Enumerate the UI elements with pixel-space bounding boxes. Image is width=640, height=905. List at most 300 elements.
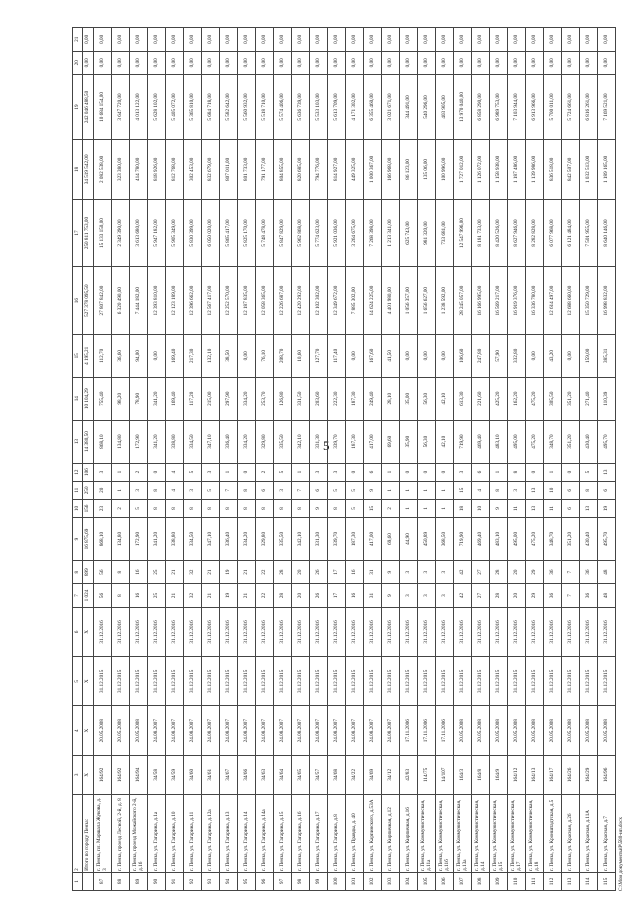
table-row xyxy=(256,28,274,891)
table-cell: 20.05.2008 xyxy=(562,706,580,755)
table-cell: 1 xyxy=(292,463,310,481)
table-cell: г. Пенза, ул. Коммунистическая, д.17 xyxy=(508,794,526,872)
table-cell: 5 847 829,00 xyxy=(274,199,292,267)
table-cell: 36 xyxy=(580,560,598,583)
table-cell: 1 056 357,00 xyxy=(400,267,418,335)
table-cell: г. Пенза, ул. Коммунистическая, д.11б xyxy=(436,794,454,872)
table-cell: 0,00 xyxy=(580,51,598,74)
table-cell: 164/29 xyxy=(580,755,598,794)
table-cell: 208,70 xyxy=(274,334,292,377)
table-row xyxy=(220,28,238,891)
table-cell: 7 103 944,00 xyxy=(508,74,526,139)
table-cell: 2 xyxy=(382,499,400,517)
table-cell: 56,30 xyxy=(418,420,436,463)
table-cell: 20 xyxy=(292,584,310,607)
table-cell: 0,00 xyxy=(83,51,94,74)
table-cell: 28 xyxy=(274,560,292,583)
table-cell: 24.08.2007 xyxy=(292,706,310,755)
table-cell: 719,90 xyxy=(454,518,472,561)
table-cell: 0,00 xyxy=(562,28,580,52)
table-cell: 94 xyxy=(220,872,238,890)
table-cell: 21 xyxy=(238,584,256,607)
table-cell: 0,00 xyxy=(256,28,274,52)
table-cell: 0 xyxy=(562,463,580,481)
table-cell: 842 507,00 xyxy=(562,139,580,199)
table-cell: 34/67 xyxy=(220,755,238,794)
table-cell: 12 226 687,00 xyxy=(274,267,292,335)
table-cell: 13 970 040,00 xyxy=(454,74,472,139)
table-cell: 814 927,00 xyxy=(328,139,346,199)
table-cell: 8 xyxy=(292,499,310,517)
table-row xyxy=(130,28,148,891)
table-cell: 31.12.2015 xyxy=(490,657,508,706)
table-cell: 0 xyxy=(526,463,544,481)
table-cell: 31.12.2015 xyxy=(292,657,310,706)
table-cell: 0,00 xyxy=(436,334,454,377)
table-cell: 102 xyxy=(364,872,382,890)
table-cell: 42,10 xyxy=(436,377,454,420)
table-cell: 8 640 146,00 xyxy=(598,199,616,267)
table-cell: 1 xyxy=(73,872,83,890)
table-cell: 0,00 xyxy=(400,28,418,52)
table-cell: 0,00 xyxy=(274,28,292,52)
table-cell: 187,30 xyxy=(346,420,364,463)
table-cell: 42 xyxy=(454,584,472,607)
table-cell: 323 380,00 xyxy=(112,139,130,199)
table-cell: 31.12.2015 xyxy=(94,657,112,706)
table-cell: 20.05.2008 xyxy=(544,706,562,755)
table-cell: 215,00 xyxy=(202,377,220,420)
table-cell: 172,90 xyxy=(130,518,148,561)
table-cell: 28 xyxy=(274,584,292,607)
table-cell: 8 xyxy=(274,499,292,517)
table-cell: 719,90 xyxy=(454,420,472,463)
table-row xyxy=(544,28,562,891)
table-cell: 868,10 xyxy=(94,518,112,561)
table-cell: 791 177,00 xyxy=(256,139,274,199)
table-cell: 3 xyxy=(274,481,292,499)
table-cell: 0,00 xyxy=(238,51,256,74)
table-cell: 8 627 946,00 xyxy=(508,199,526,267)
table-cell: 31.12.2016 xyxy=(598,607,616,656)
table-cell: 17 xyxy=(328,584,346,607)
table-cell: 31.12.2016 xyxy=(580,607,598,656)
table-cell: 34/69 xyxy=(364,755,382,794)
table-cell: 31.12.2015 xyxy=(346,657,364,706)
table-cell: 6 816 261,00 xyxy=(580,74,598,139)
table-cell: г. Пенза, ул. Кронштадтская, д.5 xyxy=(544,794,562,872)
table-cell: 981 320,00 xyxy=(418,199,436,267)
table-cell: 1 139 986,00 xyxy=(526,139,544,199)
table-cell: 6 xyxy=(472,463,490,481)
table-cell: 12 058 365,00 xyxy=(256,267,274,335)
table-cell: 0,00 xyxy=(580,28,598,52)
table-cell: 18 xyxy=(454,499,472,517)
table-cell: 95 xyxy=(238,872,256,890)
table-cell: 0,00 xyxy=(454,28,472,52)
table-cell: 126,80 xyxy=(274,377,292,420)
table-cell: 250 xyxy=(83,481,94,499)
table-cell: 250 811 753,00 xyxy=(83,199,94,267)
table-cell: 31.12.2015 xyxy=(238,657,256,706)
table-cell: 13 xyxy=(580,499,598,517)
table-cell: X xyxy=(83,657,94,706)
table-cell: 4 171 302,00 xyxy=(346,74,364,139)
table-cell: 5 865 417,00 xyxy=(220,199,238,267)
table-cell: 347,10 xyxy=(202,420,220,463)
table-cell: 7 xyxy=(562,560,580,583)
table-cell: 110,39 xyxy=(598,377,616,420)
table-cell: 38,50 xyxy=(220,334,238,377)
table-cell: 0,00 xyxy=(238,28,256,52)
table-cell: 24.08.2007 xyxy=(364,706,382,755)
table-cell: 0,00 xyxy=(94,51,112,74)
table-cell: X xyxy=(83,755,94,794)
table-cell: 31.12.2015 xyxy=(184,657,202,706)
table-cell: 36 xyxy=(544,584,562,607)
table-cell: 217,30 xyxy=(184,334,202,377)
table-cell: г. Пенза, ул. Кирпичная, д.12 xyxy=(382,794,400,872)
table-cell: 8 xyxy=(112,584,130,607)
table-cell: 807 011,00 xyxy=(220,139,238,199)
table-cell: 12 614 497,00 xyxy=(544,267,562,335)
table-cell: 31.12.2016 xyxy=(148,607,166,656)
table-cell: 69,60 xyxy=(382,420,400,463)
table-cell: 18 xyxy=(73,139,83,199)
table-cell: 613,30 xyxy=(454,377,472,420)
table-cell: 3 xyxy=(508,481,526,499)
table-cell: 5 748 478,00 xyxy=(256,199,274,267)
table-row xyxy=(472,28,490,891)
table-cell: 5 405 072,00 xyxy=(166,74,184,139)
table-cell: 26 xyxy=(310,584,328,607)
table-cell: 31.12.2016 xyxy=(202,607,220,656)
table-cell: 134,80 xyxy=(112,518,130,561)
table-cell: 23 xyxy=(94,499,112,517)
table-cell: 331,30 xyxy=(310,420,328,463)
table-cell: 31.12.2015 xyxy=(544,657,562,706)
table-cell: 0,00 xyxy=(346,28,364,52)
table-cell: 15 xyxy=(73,334,83,377)
table-cell: 5 574 406,00 xyxy=(274,74,292,139)
table-cell: 27 xyxy=(472,560,490,583)
table-cell: 0 xyxy=(400,463,418,481)
table-cell: 8 xyxy=(184,499,202,517)
table-cell: 5 830 399,00 xyxy=(184,199,202,267)
table-cell: г. Пенза, ул. Коммунистическая, д.15 xyxy=(490,794,508,872)
table-cell: 335,50 xyxy=(274,420,292,463)
table-cell: 112 xyxy=(544,872,562,890)
table-cell: 6 xyxy=(256,481,274,499)
table-cell: 0,00 xyxy=(364,51,382,74)
table-cell: 1 xyxy=(400,481,418,499)
table-cell: 89 xyxy=(130,872,148,890)
table-cell: 164/96 xyxy=(598,755,616,794)
table-cell: 2 xyxy=(130,463,148,481)
table-cell: 24.08.2007 xyxy=(220,706,238,755)
table-cell: 164/17 xyxy=(544,755,562,794)
table-cell: 34/64 xyxy=(274,755,292,794)
table-cell: 164/3 xyxy=(454,755,472,794)
table-cell: 6 121 484,00 xyxy=(562,199,580,267)
table-cell: 8 420 526,00 xyxy=(490,199,508,267)
table-cell: г. Пенза, ул. Гагарина, д.12а xyxy=(202,794,220,872)
table-cell: г. Пенза, проезд Можайского 2-й, д.16 xyxy=(130,794,148,872)
table-row xyxy=(598,28,616,891)
table-row xyxy=(94,28,112,891)
table-row xyxy=(580,28,598,891)
table-cell: 403 905,00 xyxy=(436,74,454,139)
table-cell: 0,00 xyxy=(166,28,184,52)
table-cell: 0,00 xyxy=(202,51,220,74)
table-cell: 17.11.2006 xyxy=(418,706,436,755)
table-cell: 16 xyxy=(73,267,83,335)
table-cell: 31.12.2016 xyxy=(112,607,130,656)
table-cell: 98,20 xyxy=(112,377,130,420)
table-cell: 3 613 680,00 xyxy=(130,199,148,267)
table-cell: 0,00 xyxy=(94,28,112,52)
table-cell: 5 xyxy=(346,481,364,499)
table-cell: 20 xyxy=(292,560,310,583)
table-cell: г. Пенза, ул. Красная, д.26 xyxy=(562,794,580,872)
table-cell: 31.12.2016 xyxy=(436,607,454,656)
table-cell: 351,20 xyxy=(562,518,580,561)
table-cell: 6 xyxy=(73,607,83,656)
table-cell: г. Пенза, ул. Гагарина, д.11 xyxy=(184,794,202,872)
table-cell: 430,40 xyxy=(580,420,598,463)
table-cell: 12 547 996,00 xyxy=(454,199,472,267)
table-cell: 5 xyxy=(274,463,292,481)
table-cell: 94,00 xyxy=(130,334,148,377)
table-cell: 93 xyxy=(202,872,220,890)
table-row xyxy=(292,28,310,891)
table-cell: 336,40 xyxy=(220,518,238,561)
table-cell: 12 393 810,00 xyxy=(148,267,166,335)
table-row xyxy=(310,28,328,891)
table-cell: 16 xyxy=(130,584,148,607)
table-cell: 0,00 xyxy=(346,51,364,74)
table-cell: 12 567 417,00 xyxy=(202,267,220,335)
table-cell: 34/60 xyxy=(184,755,202,794)
table-cell: 348,70 xyxy=(544,518,562,561)
table-cell: 187,30 xyxy=(346,377,364,420)
table-cell: 21 xyxy=(166,560,184,583)
table-cell: 0,00 xyxy=(490,28,508,52)
table-cell: г. Пенза, ул. Кирпичная, д.16 xyxy=(400,794,418,872)
table-cell: 16 xyxy=(130,560,148,583)
table-cell: 31.12.2015 xyxy=(328,657,346,706)
table-cell: 812 768,00 xyxy=(166,139,184,199)
table-cell: 801 733,00 xyxy=(238,139,256,199)
table-cell: 164/94 xyxy=(130,755,148,794)
table-row xyxy=(274,28,292,891)
rotated-sheet xyxy=(72,14,624,904)
table-cell: 98 xyxy=(292,872,310,890)
table-cell: 20.05.2008 xyxy=(508,706,526,755)
table-cell: 31.12.2016 xyxy=(508,607,526,656)
table-cell: 12 xyxy=(73,463,83,481)
table-cell: 164/92 xyxy=(112,755,130,794)
program-table xyxy=(72,27,616,891)
table-cell: 342,10 xyxy=(292,518,310,561)
table-cell: г. Пенза, проезд Лесной, 2-й, д. 8 xyxy=(112,794,130,872)
table-cell: 8 282 828,00 xyxy=(526,199,544,267)
table-cell: 31.12.2015 xyxy=(148,657,166,706)
table-cell: 105 xyxy=(418,872,436,890)
table-cell: 0,00 xyxy=(130,28,148,52)
table-cell: 24.08.2007 xyxy=(184,706,202,755)
table-cell: 41,50 xyxy=(382,334,400,377)
table-cell: 164/13 xyxy=(526,755,544,794)
table-cell: 0,00 xyxy=(544,28,562,52)
table-cell: 0,00 xyxy=(112,51,130,74)
table-cell: 271,40 xyxy=(580,377,598,420)
table-cell: 348,70 xyxy=(544,420,562,463)
table-cell: 164/9 xyxy=(490,755,508,794)
table-cell: 164/12 xyxy=(508,755,526,794)
file-path-footer: С:\Мои документы\Р\580-ип.docx xyxy=(618,816,624,891)
table-cell: г. Пенза, ул. Гагарина, д.15 xyxy=(274,794,292,872)
table-cell: 34/66 xyxy=(238,755,256,794)
table-cell: 107 xyxy=(454,872,472,890)
table-cell: 56,30 xyxy=(418,377,436,420)
table-row xyxy=(526,28,544,891)
table-cell: 159,00 xyxy=(580,334,598,377)
table-cell: 0,00 xyxy=(310,51,328,74)
table-cell: 1 656 627,00 xyxy=(418,267,436,335)
table-cell: 5 774 623,00 xyxy=(310,199,328,267)
table-cell: 21 xyxy=(238,560,256,583)
table-cell: 7 xyxy=(73,584,83,607)
table-cell: 31.12.2016 xyxy=(382,607,400,656)
table-cell: 8 xyxy=(580,481,598,499)
table-cell: 10 xyxy=(544,481,562,499)
table-cell: 11 xyxy=(544,499,562,517)
table-cell: 31.12.2016 xyxy=(418,607,436,656)
table-cell: 14 624 225,00 xyxy=(364,267,382,335)
table-cell: 36 xyxy=(580,584,598,607)
table-row xyxy=(400,28,418,891)
table-cell: г. Пенза, ул. Коммунистическая, д.13а xyxy=(454,794,472,872)
table-cell: 0,00 xyxy=(346,334,364,377)
table-cell: 24.08.2007 xyxy=(382,706,400,755)
table-cell: 15 xyxy=(364,499,382,517)
rotated-content xyxy=(72,14,624,904)
table-cell: 3 xyxy=(454,463,472,481)
table-cell: 1 000 367,00 xyxy=(364,139,382,199)
table-cell: 5 905 349,00 xyxy=(166,199,184,267)
table-cell: 5 533 103,00 xyxy=(310,74,328,139)
table-cell: г. Пенза, ул. Карпинского, д.53А xyxy=(364,794,382,872)
table-cell: 24.08.2007 xyxy=(238,706,256,755)
table-cell: 3 xyxy=(436,584,454,607)
table-cell: 113 xyxy=(562,872,580,890)
table-cell: 7 268 398,00 xyxy=(364,199,382,267)
table-cell: 1 xyxy=(418,481,436,499)
table-row xyxy=(346,28,364,891)
table-cell: 7 501 955,00 xyxy=(580,199,598,267)
table-cell: 24.08.2007 xyxy=(328,706,346,755)
table-cell: 103 xyxy=(382,872,400,890)
table-cell: 469,40 xyxy=(472,420,490,463)
table-cell: 13 xyxy=(598,463,616,481)
table-cell: 187,30 xyxy=(346,518,364,561)
table-cell: 20.05.2008 xyxy=(490,706,508,755)
table-cell: 351,20 xyxy=(562,377,580,420)
table-cell: 31.12.2015 xyxy=(166,657,184,706)
table-cell: 335,50 xyxy=(274,518,292,561)
table-cell: X xyxy=(83,607,94,656)
table-cell: 0,00 xyxy=(598,51,616,74)
table-cell: 101 xyxy=(346,872,364,890)
table-cell: 6 xyxy=(562,481,580,499)
table-cell: 5 xyxy=(202,481,220,499)
table-cell: 34/61 xyxy=(202,755,220,794)
table-cell: 31.12.2016 xyxy=(256,607,274,656)
table-cell: 166 968,00 xyxy=(382,139,400,199)
table-cell: 1 xyxy=(220,463,238,481)
table-cell: г. Пенза, ул. Гагарина, д.10 xyxy=(166,794,184,872)
table-cell: 92 xyxy=(184,872,202,890)
table-cell: 342,10 xyxy=(292,420,310,463)
table-cell: 3 xyxy=(130,481,148,499)
table-cell: 76,10 xyxy=(256,334,274,377)
table-cell: 24.08.2007 xyxy=(166,706,184,755)
table-cell: 3 xyxy=(328,463,346,481)
table-cell: 25 xyxy=(148,560,166,583)
table-row xyxy=(382,28,400,891)
table-cell: 899 xyxy=(83,560,94,583)
table-cell: 4 195,21 xyxy=(83,334,94,377)
table-cell: 0 xyxy=(418,463,436,481)
table-cell: 35,00 xyxy=(400,377,418,420)
table-cell: 28 245 057,00 xyxy=(454,267,472,335)
table-cell: 9 xyxy=(73,518,83,561)
table-cell: 1 xyxy=(544,463,562,481)
table-cell: 31.12.2016 xyxy=(94,607,112,656)
table-cell: 14 380,50 xyxy=(83,420,94,463)
table-cell: 0,00 xyxy=(112,28,130,52)
table-cell: 22 xyxy=(256,560,274,583)
table-cell: 135 06,00 xyxy=(418,139,436,199)
table-cell: 297,90 xyxy=(220,377,238,420)
table-cell: 794 776,00 xyxy=(310,139,328,199)
table-cell: 7 444 182,00 xyxy=(130,267,148,335)
table-cell: 5 365 810,00 xyxy=(184,74,202,139)
table-cell: г. Пенза, ул. Коммунистическая, д.18 xyxy=(526,794,544,872)
table-cell: 31.12.2015 xyxy=(454,657,472,706)
table-cell: 31.12.2016 xyxy=(364,607,382,656)
table-cell: 1 xyxy=(112,481,130,499)
table-cell: 5 825 170,00 xyxy=(238,199,256,267)
table-cell: 425,20 xyxy=(490,377,508,420)
table-cell: 35,90 xyxy=(400,420,418,463)
table-cell: 31.12.2015 xyxy=(364,657,382,706)
table-cell: 5 947 182,00 xyxy=(148,199,166,267)
table-cell: 832 679,00 xyxy=(202,139,220,199)
table-cell: 0,00 xyxy=(148,28,166,52)
table-cell: 495,70 xyxy=(598,518,616,561)
table-cell: 10,60 xyxy=(292,334,310,377)
table-cell: 1 189 165,00 xyxy=(598,139,616,199)
table-cell: 108 xyxy=(472,872,490,890)
table-cell: 0,00 xyxy=(418,51,436,74)
table-cell: 0,00 xyxy=(400,334,418,377)
table-cell: 1 xyxy=(418,499,436,517)
table-cell: 20.05.2008 xyxy=(526,706,544,755)
table-cell: 3 264 675,00 xyxy=(346,199,364,267)
table-cell: 1 187 486,00 xyxy=(508,139,526,199)
